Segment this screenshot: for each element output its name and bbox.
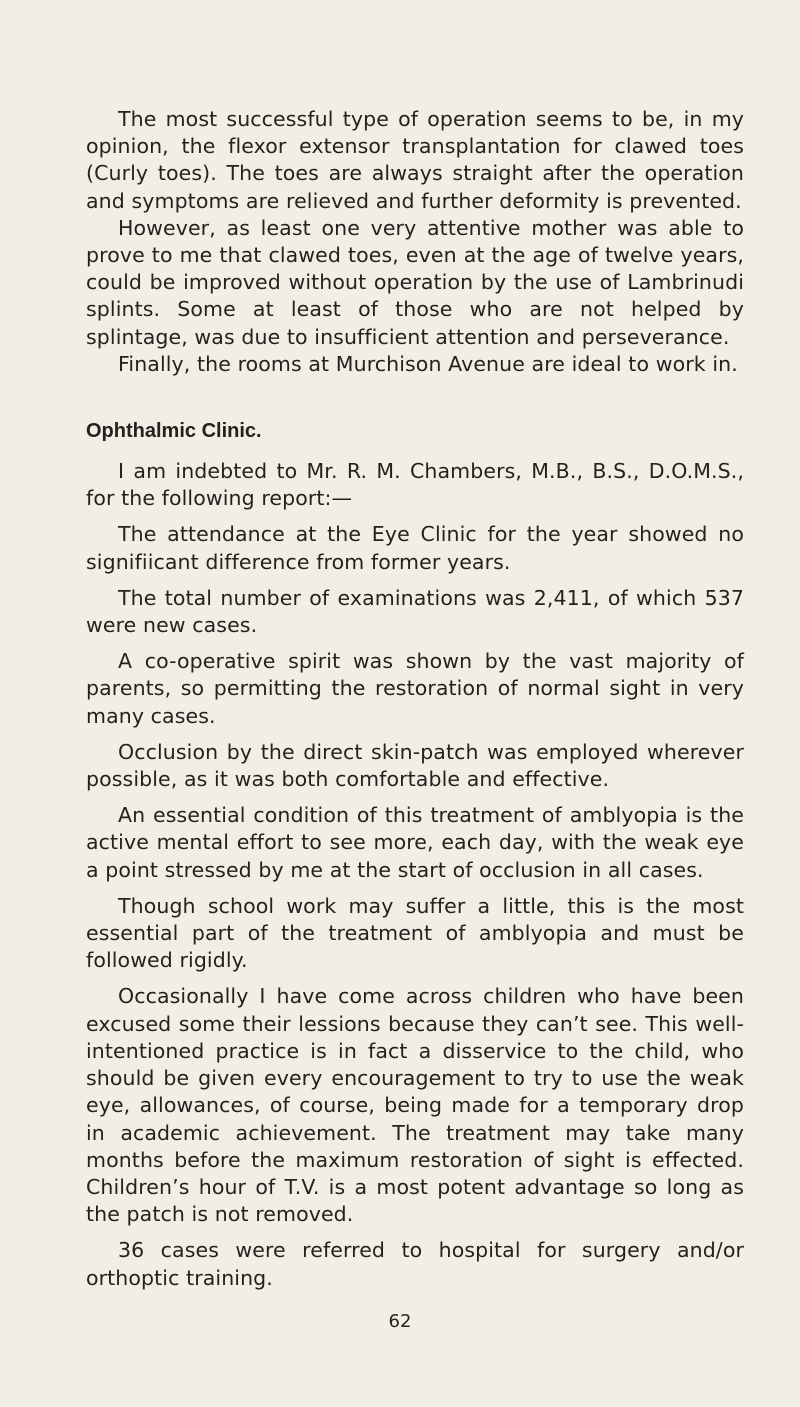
paragraph-examinations: The total number of examinations was 2,411, of which 537 were new cases. [86,585,744,638]
paragraph-murchison-avenue: Finally, the rooms at Murchison Avenue are ideal to work in. [118,351,738,376]
paragraph-occlusion: Occlusion by the direct skin-patch was employed wherever possible, as it was both comfortable and effective. [86,739,744,792]
paragraph-amblyopia-condition: An essential condition of this treatment of amblyopia is the active mental effort to see more, each day, with the weak eye a point stressed by me at the start of occlusion in all cases. [86,803,744,882]
document-page [86,106,744,1292]
paragraph-hospital-referrals: 36 cases were referred to hospital for surgery and/or orthoptic training. [86,1238,744,1290]
paragraph-attendance: The attendance at the Eye Clinic for the year showed no signifiicant difference from former years. [86,522,744,574]
page-number: 62 [388,1311,412,1332]
paragraph-cooperation: A co-operative spirit was shown by the vast majority of parents, so permitting the restoration of normal sight in very many cases. [86,649,744,728]
paragraph-acknowledgement: I am indebted to Mr. R. M. Chambers, M.B., B.S., D.O.M.S., for the following report:— [86,459,744,511]
paragraph-school-work: Though school work may suffer a little, this is the most essential part of the treatment of amblyopia and must be followed rigidly. [86,893,744,973]
paragraph-lambrinudi-splints: However, as least one very attentive mother was able to prove to me that clawed toes, even at the age of twelve years, could be improved without operation by the use of Lambrinudi splints. Some at least of those who are not helped by splintage, was due to insufficient attention and perseverance. [86,215,744,349]
section-heading-ophthalmic-clinic: Ophthalmic Clinic. [86,420,262,443]
paragraph-excused-lessons: Occasionally I have come across children who have been excused some their lessions because they can’t see. This well-intentioned practice is in fact a disservice to the child, who should be given every encouragement to try to use the weak eye, allowances, of course, being made for a temporary drop in academic achievement. The treatment may take many months before the maximum restoration of sight is effected. Children’s hour of T.V. is a most potent advantage so long as the patch is not removed. [86,984,744,1227]
paragraph-operation-type: The most successful type of operation seems to be, in my opinion, the flexor extensor transplantation for clawed toes (Curly toes). The toes are always straight after the operation and symptoms are relieved and further deformity is prevented. [86,107,744,213]
